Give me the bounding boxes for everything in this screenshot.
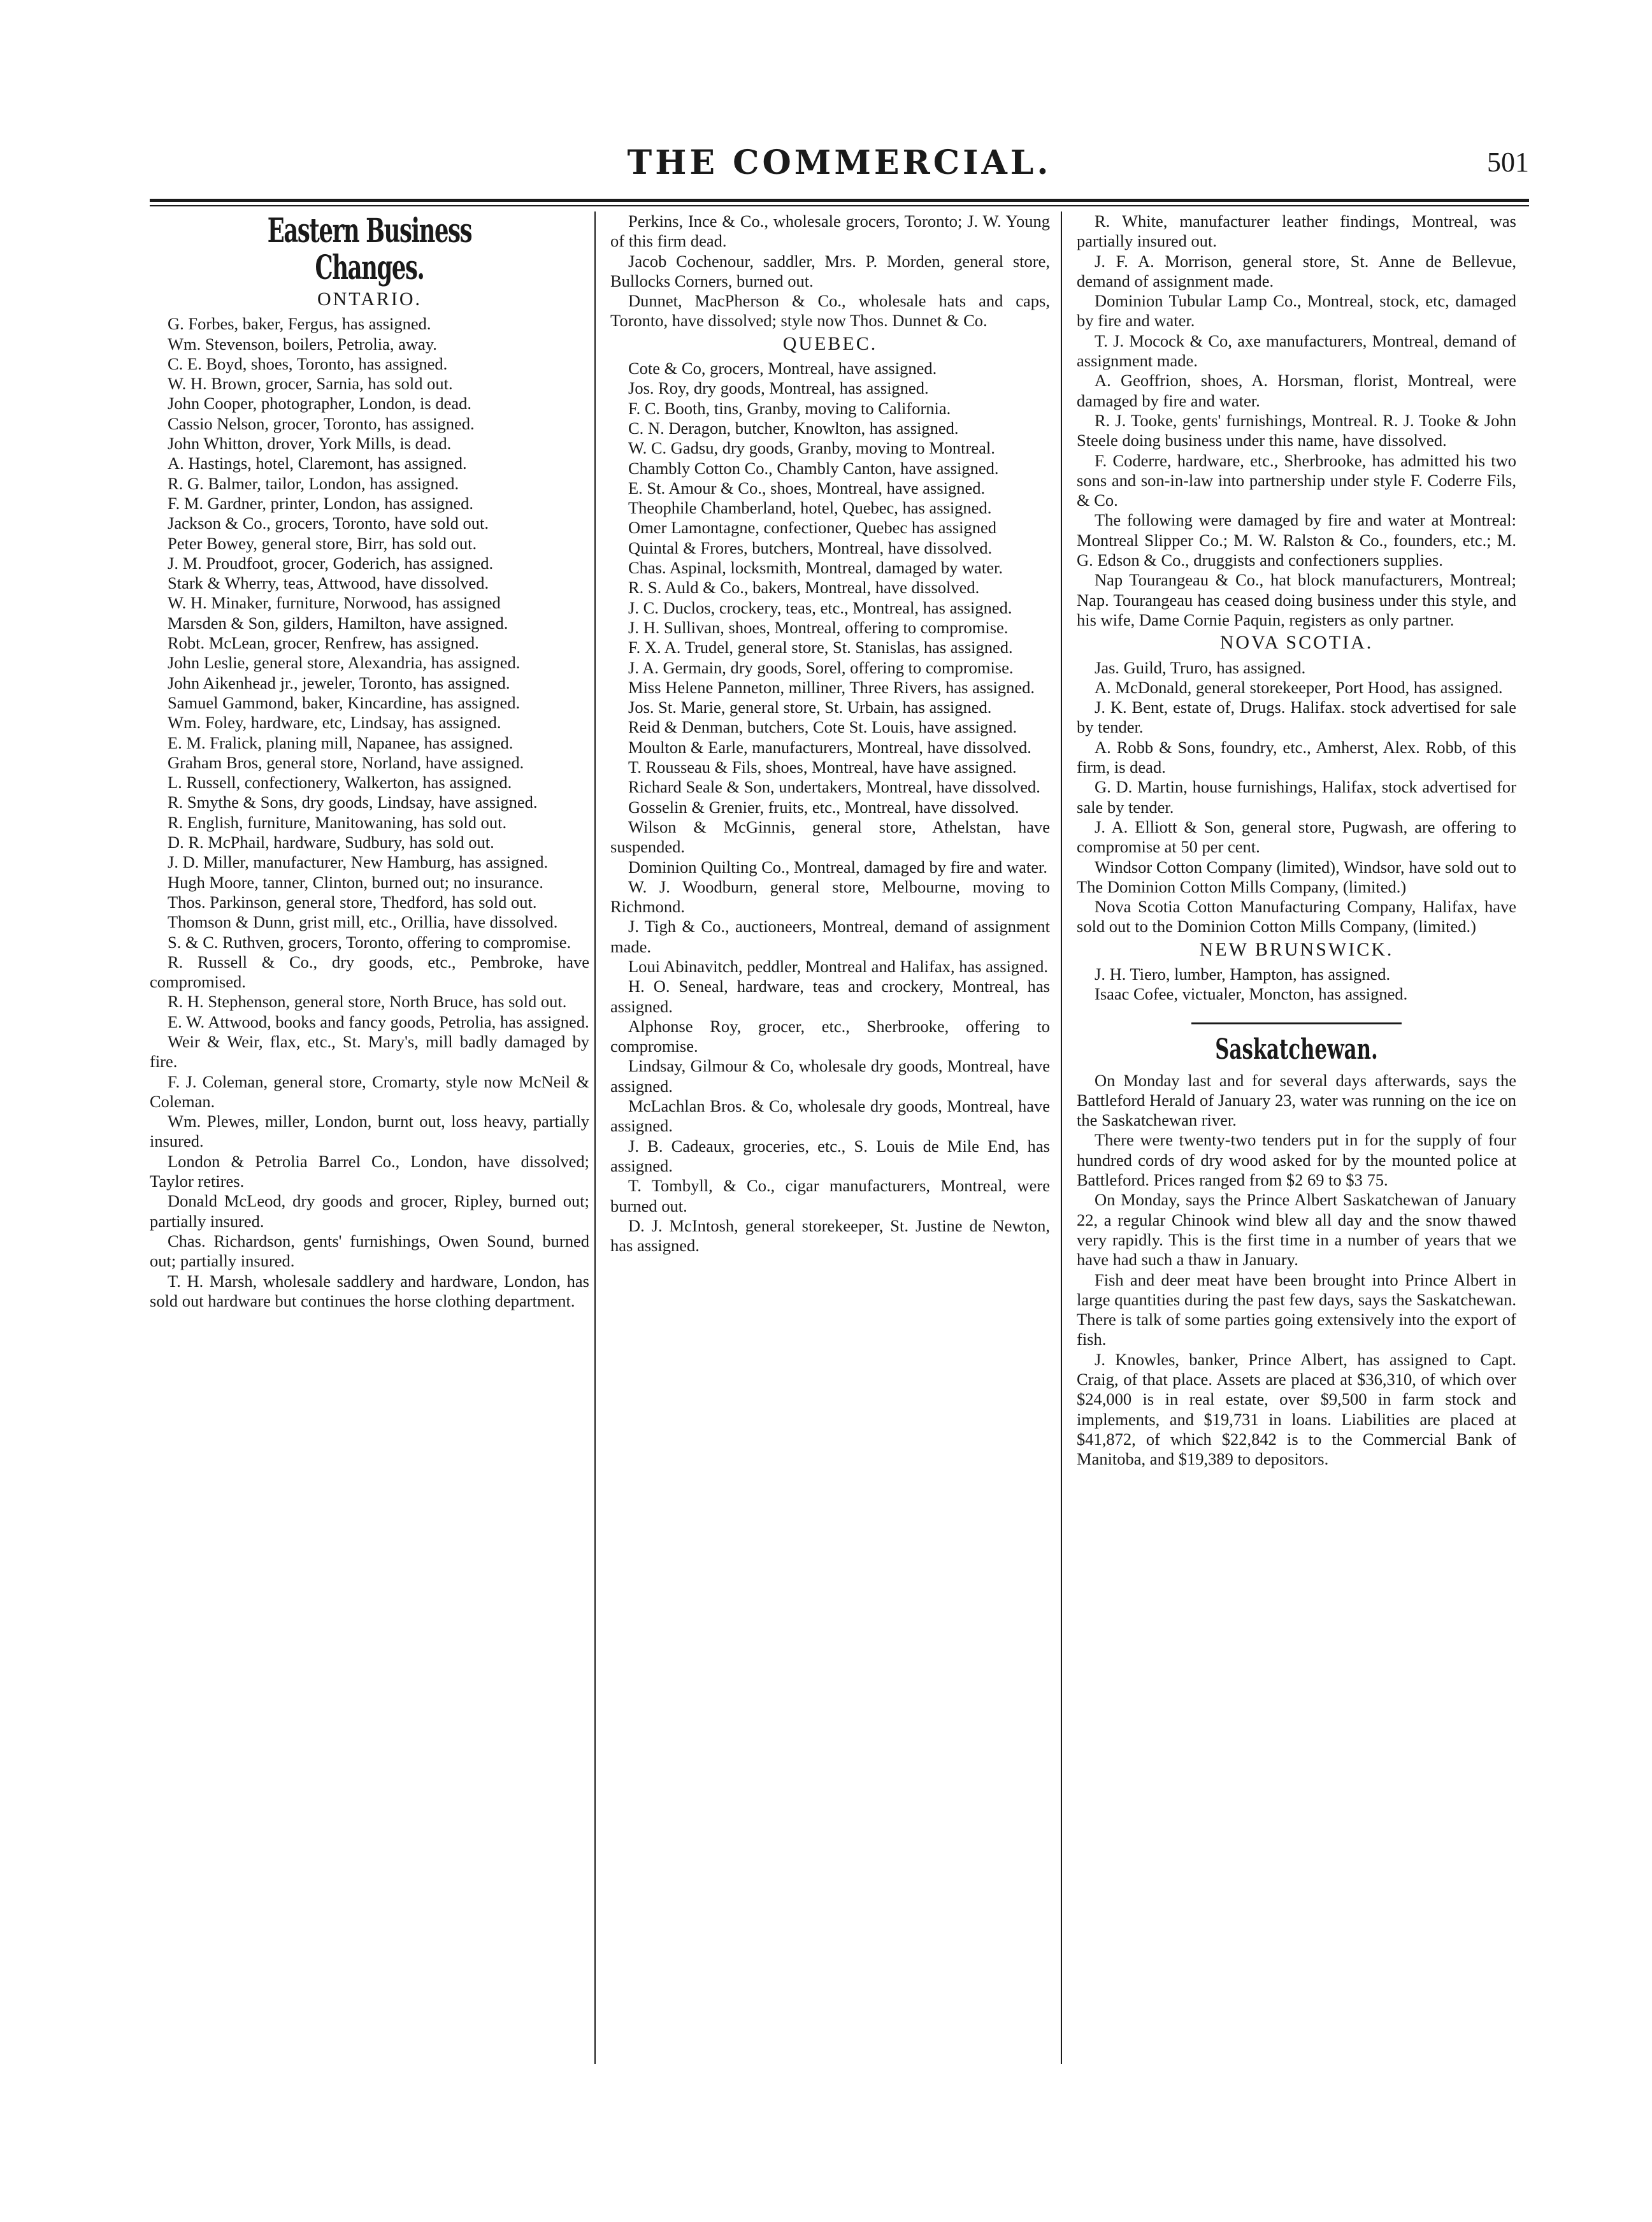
paragraph: Jos. Roy, dry goods, Montreal, has assigned.	[628, 378, 929, 398]
paragraph: Peter Bowey, general store, Birr, has sold out.	[168, 533, 477, 553]
paragraph: T. Tombyll, & Co., cigar manufacturers, Montreal, were burned out.	[610, 1176, 1050, 1215]
paragraph: T. Rousseau & Fils, shoes, Montreal, have have assigned.	[628, 757, 1017, 777]
paragraph: There were twenty-two tenders put in for the supply of four hundred cords of dry wood asked for by the mounted police at Battleford. Prices ranged from $2 69 to $3 75.	[1077, 1130, 1516, 1190]
paragraph: John Leslie, general store, Alexandria, has assigned.	[168, 653, 521, 673]
article-heading: Eastern Business Changes.	[267, 211, 472, 287]
paragraph: R. Russell & Co., dry goods, etc., Pembroke, have compromised.	[150, 952, 589, 992]
paragraph: J. K. Bent, estate of, Drugs. Halifax. stock advertised for sale by tender.	[1077, 698, 1516, 737]
paragraph: On Monday, says the Prince Albert Saskatchewan of January 22, a regular Chinook wind blew all day and the snow thawed very rapidly. This is the first time in a number of years that we have had such a thaw in January.	[1077, 1190, 1516, 1270]
paragraph: Gosselin & Grenier, fruits, etc., Montreal, have dissolved.	[628, 797, 1019, 817]
paragraph: T. H. Marsh, wholesale saddlery and hardware, London, has sold out hardware but continues the horse clothing department.	[150, 1271, 589, 1310]
paragraph: Robt. McLean, grocer, Renfrew, has assigned.	[168, 633, 479, 653]
paragraph: Wm. Plewes, miller, London, burnt out, loss heavy, partially insured.	[150, 1112, 589, 1151]
article-body	[1077, 1071, 1516, 1470]
section-heading: NEW BRUNSWICK.	[1199, 938, 1394, 960]
paragraph: D. J. McIntosh, general storekeeper, St. Justine de Newton, has assigned.	[610, 1215, 1050, 1256]
paragraph: A. Geoffrion, shoes, A. Horsman, florist, Montreal, were damaged by fire and water.	[1077, 371, 1516, 410]
paragraph: Stark & Wherry, teas, Attwood, have dissolved.	[168, 573, 489, 593]
paragraph: J. H. Tiero, lumber, Hampton, has assigned.	[1095, 964, 1391, 984]
paragraph: J. H. Sullivan, shoes, Montreal, offering to compromise.	[628, 617, 1009, 637]
paragraph: R. J. Tooke, gents' furnishings, Montreal. R. J. Tooke & John Steele doing business under this name, have dissolved.	[1077, 410, 1516, 450]
paragraph: Marsden & Son, gilders, Hamilton, have assigned.	[168, 613, 508, 633]
paragraph: Thos. Parkinson, general store, Thedford, has sold out.	[168, 892, 537, 912]
paragraph: A. Hastings, hotel, Claremont, has assigned.	[168, 454, 467, 473]
paragraph: A. McDonald, general storekeeper, Port Hood, has assigned.	[1095, 677, 1503, 697]
paragraph: Loui Abinavitch, peddler, Montreal and Halifax, has assigned.	[628, 956, 1049, 976]
paragraph: Moulton & Earle, manufacturers, Montreal, have dissolved.	[628, 737, 1031, 757]
column-2	[610, 211, 1050, 1256]
column-divider	[1061, 211, 1062, 2064]
paragraph: Donald McLeod, dry goods and grocer, Ripley, burned out; partially insured.	[150, 1191, 589, 1231]
paragraph: Wilson & McGinnis, general store, Athelstan, have suspended.	[610, 817, 1050, 857]
paragraph: Dominion Quilting Co., Montreal, damaged by fire and water.	[628, 857, 1047, 877]
paragraph: Fish and deer meat have been brought into Prince Albert in large quantities during the past few days, says the Saskatchewan. There is talk of some parties going extensively into the export of fish.	[1077, 1270, 1516, 1349]
paragraph: J. F. A. Morrison, general store, St. Anne de Bellevue, demand of assignment made.	[1077, 251, 1516, 290]
paragraph: Alphonse Roy, grocer, etc., Sherbrooke, offering to compromise.	[610, 1016, 1050, 1056]
paragraph: F. M. Gardner, printer, London, has assigned.	[168, 493, 474, 513]
paragraph: E. M. Fralick, planing mill, Napanee, has assigned.	[168, 733, 514, 752]
paragraph: R. Smythe & Sons, dry goods, Lindsay, have assigned.	[168, 792, 538, 812]
paragraph: Jacob Cochenour, saddler, Mrs. P. Morden, general store, Bullocks Corners, burned out.	[610, 251, 1050, 290]
paragraph: W. H. Minaker, furniture, Norwood, has assigned	[168, 593, 501, 613]
entry-list	[150, 314, 589, 1311]
column-divider	[594, 211, 596, 2064]
paragraph: Perkins, Ince & Co., wholesale grocers, Toronto; J. W. Young of this firm dead.	[610, 211, 1050, 251]
article-heading: Saskatchewan.	[1215, 1033, 1378, 1066]
paragraph: R. S. Auld & Co., bakers, Montreal, have dissolved.	[628, 578, 980, 598]
paragraph: Chambly Cotton Co., Chambly Canton, have assigned.	[628, 458, 999, 478]
paragraph: Reid & Denman, butchers, Cote St. Louis, have assigned.	[628, 717, 1017, 737]
paragraph: Weir & Weir, flax, etc., St. Mary's, mill badly damaged by fire.	[150, 1031, 589, 1072]
paragraph: Dunnet, MacPherson & Co., wholesale hats and caps, Toronto, have dissolved; style now Thos. Dunnet & Co.	[610, 291, 1050, 331]
paragraph: Cassio Nelson, grocer, Toronto, has assigned.	[168, 413, 475, 433]
paragraph: F. X. A. Trudel, general store, St. Stanislas, has assigned.	[628, 638, 1013, 657]
paragraph: W. H. Brown, grocer, Sarnia, has sold out.	[168, 374, 453, 394]
entry-list	[610, 359, 1050, 1256]
section-heading: QUEBEC.	[782, 333, 878, 354]
paragraph: F. J. Coleman, general store, Cromarty, style now McNeil & Coleman.	[150, 1072, 589, 1111]
paragraph: J. C. Duclos, crockery, teas, etc., Montreal, has assigned.	[628, 598, 1012, 617]
paragraph: Cote & Co, grocers, Montreal, have assigned.	[628, 359, 937, 378]
paragraph: Hugh Moore, tanner, Clinton, burned out; no insurance.	[168, 872, 543, 892]
paragraph: Wm. Stevenson, boilers, Petrolia, away.	[168, 334, 437, 354]
paragraph: Dominion Tubular Lamp Co., Montreal, stock, etc, damaged by fire and water.	[1077, 291, 1516, 331]
paragraph: J. B. Cadeaux, groceries, etc., S. Louis de Mile End, has assigned.	[610, 1136, 1050, 1175]
paragraph: R. H. Stephenson, general store, North Bruce, has sold out.	[168, 992, 567, 1012]
paragraph: Thomson & Dunn, grist mill, etc., Orillia, have dissolved.	[168, 912, 558, 932]
column-3	[1077, 211, 1516, 1470]
paragraph: Quintal & Frores, butchers, Montreal, have dissolved.	[628, 538, 993, 557]
section-heading: NOVA SCOTIA.	[1219, 632, 1374, 654]
paragraph: J. M. Proudfoot, grocer, Goderich, has assigned.	[168, 553, 494, 573]
column-1	[150, 211, 589, 1311]
paragraph: E. St. Amour & Co., shoes, Montreal, have assigned.	[628, 478, 986, 498]
paragraph: John Whitton, drover, York Mills, is dead.	[168, 434, 452, 454]
paragraph: W. C. Gadsu, dry goods, Granby, moving to Montreal.	[628, 438, 995, 458]
paragraph: Graham Bros, general store, Norland, have assigned.	[168, 752, 524, 772]
publication-title: THE COMMERCIAL.	[627, 143, 1052, 182]
entry-list	[1077, 964, 1516, 1005]
paragraph: R. White, manufacturer leather findings, Montreal, was partially insured out.	[1077, 211, 1516, 251]
paragraph: John Aikenhead jr., jeweler, Toronto, has assigned.	[168, 673, 510, 692]
paragraph: John Cooper, photographer, London, is dead.	[168, 394, 471, 413]
paragraph: L. Russell, confectionery, Walkerton, has assigned.	[168, 773, 512, 792]
paragraph: R. G. Balmer, tailor, London, has assigned.	[168, 473, 459, 493]
paragraph: J. Tigh & Co., auctioneers, Montreal, demand of assignment made.	[610, 917, 1050, 956]
ornamental-divider	[1077, 1019, 1516, 1028]
entry-list	[610, 211, 1050, 331]
paragraph: On Monday last and for several days afterwards, says the Battleford Herald of January 23, water was running on the ice on the Saskatchewan river.	[1077, 1070, 1516, 1130]
paragraph: C. E. Boyd, shoes, Toronto, has assigned.	[168, 354, 448, 373]
paragraph: R. English, furniture, Manitowaning, has sold out.	[168, 812, 507, 832]
masthead	[150, 137, 1529, 182]
paragraph: G. D. Martin, house furnishings, Halifax, stock advertised for sale by tender.	[1077, 777, 1516, 817]
paragraph: Miss Helene Panneton, milliner, Three Rivers, has assigned.	[628, 677, 1035, 697]
paragraph: J. A. Elliott & Son, general store, Pugwash, are offering to compromise at 50 per cent.	[1077, 817, 1516, 857]
paragraph: J. Knowles, banker, Prince Albert, has assigned to Capt. Craig, of that place. Assets are placed at $36,310, of which over $24,000 is in real estate, over $9,500 in farm stock and implements, and $19,731 in loans. Liabilities are placed at $41,872, of which $22,842 is to the Commercial Bank of Manitoba, and $19,389 to depositors.	[1077, 1349, 1516, 1469]
paragraph: Isaac Cofee, victualer, Moncton, has assigned.	[1095, 984, 1408, 1004]
paragraph: Samuel Gammond, baker, Kincardine, has assigned.	[168, 692, 521, 712]
paragraph: G. Forbes, baker, Fergus, has assigned.	[168, 314, 431, 334]
page-number: 501	[1487, 147, 1529, 178]
paragraph: Jas. Guild, Truro, has assigned.	[1095, 657, 1306, 677]
paragraph: Jackson & Co., grocers, Toronto, have sold out.	[168, 513, 489, 533]
paragraph: E. W. Attwood, books and fancy goods, Petrolia, has assigned.	[168, 1012, 589, 1031]
paragraph: The following were damaged by fire and water at Montreal: Montreal Slipper Co.; M. W. Ralston & Co., founders, etc.; M. G. Edson & Co., druggists and confectioners supplies.	[1077, 510, 1516, 570]
paragraph: F. Coderre, hardware, etc., Sherbrooke, has admitted his two sons and son-in-law into partnership under style F. Coderre Fils, & Co.	[1077, 450, 1516, 510]
paragraph: D. R. McPhail, hardware, Sudbury, has sold out.	[168, 833, 494, 852]
paragraph: Windsor Cotton Company (limited), Windsor, have sold out to The Dominion Cotton Mills Company, (limited.)	[1077, 857, 1516, 896]
paragraph: Omer Lamontagne, confectioner, Quebec has assigned	[628, 518, 997, 538]
paragraph: W. J. Woodburn, general store, Melbourne, moving to Richmond.	[610, 877, 1050, 917]
paragraph: Nap Tourangeau & Co., hat block manufacturers, Montreal; Nap. Tourangeau has ceased doing business under this style, and his wife, Dame Cornie Paquin, registers as only partner.	[1077, 570, 1516, 629]
paragraph: J. D. Miller, manufacturer, New Hamburg, has assigned.	[168, 852, 549, 872]
paragraph: Theophile Chamberland, hotel, Quebec, has assigned.	[628, 498, 992, 518]
paragraph: Chas. Aspinal, locksmith, Montreal, damaged by water.	[628, 558, 1003, 578]
paragraph: London & Petrolia Barrel Co., London, have dissolved; Taylor retires.	[150, 1151, 589, 1191]
paragraph: Lindsay, Gilmour & Co, wholesale dry goods, Montreal, have assigned.	[610, 1056, 1050, 1096]
paragraph: C. N. Deragon, butcher, Knowlton, has assigned.	[628, 418, 959, 438]
paragraph: S. & C. Ruthven, grocers, Toronto, offering to compromise.	[168, 932, 571, 952]
section-heading: ONTARIO.	[317, 289, 422, 310]
paragraph: Wm. Foley, hardware, etc, Lindsay, has assigned.	[168, 713, 501, 733]
paragraph: Richard Seale & Son, undertakers, Montreal, have dissolved.	[628, 777, 1040, 797]
entry-list	[1077, 211, 1516, 630]
paragraph: F. C. Booth, tins, Granby, moving to California.	[628, 398, 951, 418]
paragraph: Nova Scotia Cotton Manufacturing Company, Halifax, have sold out to the Dominion Cotton Mills Company, (limited.)	[1077, 897, 1516, 936]
header-rule	[150, 199, 1529, 202]
paragraph: H. O. Seneal, hardware, teas and crockery, Montreal, has assigned.	[610, 977, 1050, 1016]
entry-list	[1077, 658, 1516, 937]
paragraph: A. Robb & Sons, foundry, etc., Amherst, Alex. Robb, of this firm, is dead.	[1077, 737, 1516, 777]
paragraph: T. J. Mocock & Co, axe manufacturers, Montreal, demand of assignment made.	[1077, 331, 1516, 371]
paragraph: J. A. Germain, dry goods, Sorel, offering to compromise.	[628, 657, 1014, 677]
paragraph: Jos. St. Marie, general store, St. Urbain, has assigned.	[628, 698, 992, 717]
paragraph: McLachlan Bros. & Co, wholesale dry goods, Montreal, have assigned.	[610, 1096, 1050, 1136]
paragraph: Chas. Richardson, gents' furnishings, Owen Sound, burned out; partially insured.	[150, 1231, 589, 1271]
header-rule-thin	[150, 205, 1529, 206]
